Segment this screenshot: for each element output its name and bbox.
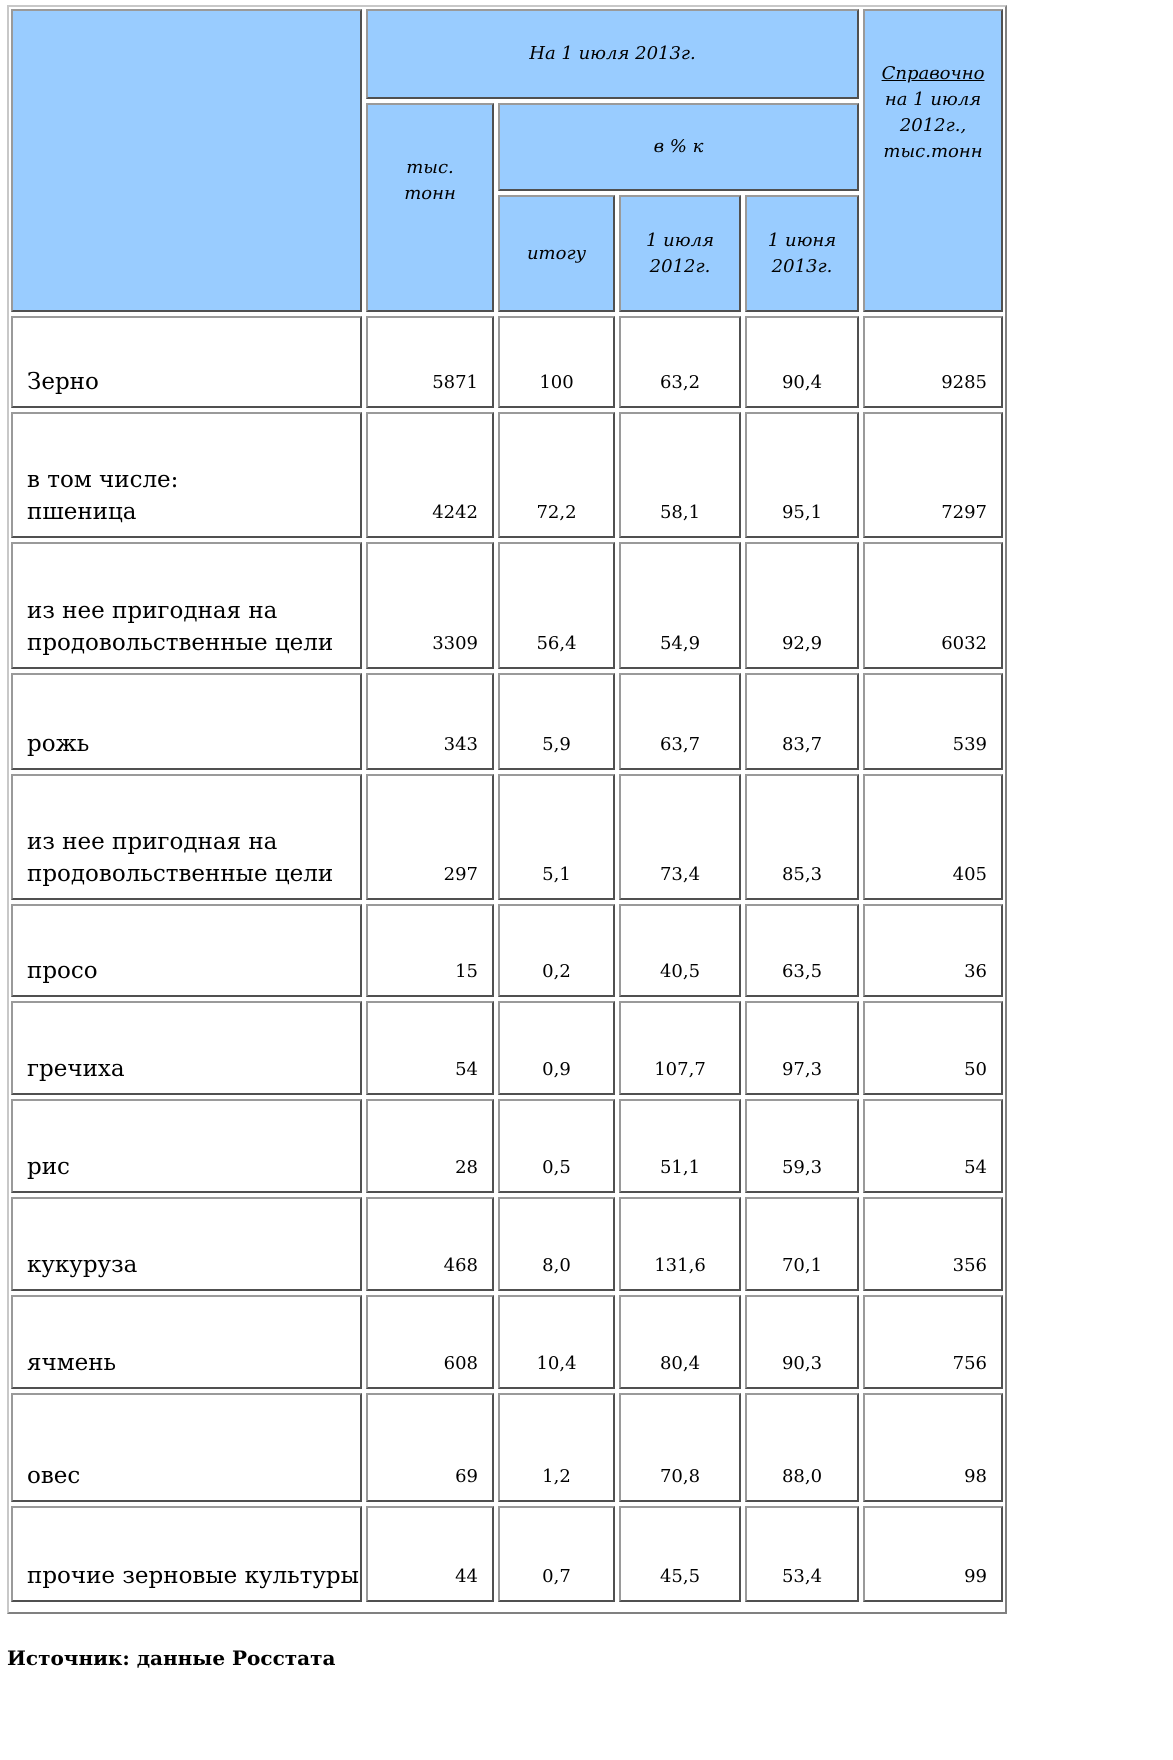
row-value: 58,1	[659, 502, 701, 523]
cell-june-2013	[745, 673, 859, 770]
row-value: 54	[455, 1059, 478, 1080]
cell-tonnes	[366, 1295, 494, 1389]
header-total-text: итогу	[526, 242, 587, 264]
cell-ref	[863, 1197, 1003, 1291]
row-value: 356	[952, 1255, 987, 1276]
row-label: из нее пригодная на продовольственные цели	[27, 598, 334, 656]
header-thousand-tonnes-text: тыс. тонн	[404, 157, 456, 204]
row-value: 131,6	[654, 1255, 706, 1276]
row-value: 8,0	[542, 1255, 571, 1276]
row-value: 92,9	[781, 633, 823, 654]
cell-total	[498, 1001, 615, 1095]
cell-tonnes	[366, 316, 494, 408]
header-percent-of-text: в % к	[653, 136, 704, 157]
cell-label	[11, 316, 362, 408]
cell-label	[11, 1506, 362, 1602]
header-reference-line1: Справочно	[881, 63, 985, 84]
cell-label	[11, 904, 362, 997]
row-label: Зерно	[27, 369, 99, 395]
row-value: 90,4	[781, 372, 823, 393]
cell-ref	[863, 542, 1003, 669]
cell-june-2013	[745, 316, 859, 408]
cell-ref	[863, 316, 1003, 408]
cell-tonnes	[366, 774, 494, 900]
cell-label	[11, 1295, 362, 1389]
row-value: 0,9	[542, 1059, 571, 1080]
row-value: 5871	[432, 372, 478, 393]
row-value: 99	[964, 1566, 987, 1587]
row-value: 44	[455, 1566, 478, 1587]
cell-total	[498, 673, 615, 770]
row-value: 73,4	[659, 864, 701, 885]
row-label: рис	[27, 1154, 70, 1180]
header-as-of	[366, 9, 859, 99]
header-july-2012-text: 1 июля 2012г.	[646, 229, 714, 277]
cell-tonnes	[366, 673, 494, 770]
cell-label	[11, 673, 362, 770]
header-june-2013-text: 1 июня 2013г.	[767, 229, 837, 277]
header-as-of-text: На 1 июля 2013г.	[529, 43, 696, 64]
cell-total	[498, 904, 615, 997]
row-value: 5,1	[542, 864, 571, 885]
row-value: 97,3	[781, 1059, 823, 1080]
cell-june-2013	[745, 542, 859, 669]
row-label: овес	[27, 1463, 81, 1489]
row-value: 59,3	[781, 1157, 823, 1178]
row-value: 95,1	[781, 502, 823, 523]
cell-tonnes	[366, 904, 494, 997]
row-value: 343	[443, 734, 478, 755]
cell-total	[498, 774, 615, 900]
row-value: 85,3	[781, 864, 823, 885]
cell-label	[11, 1001, 362, 1095]
cell-july-2012	[619, 316, 741, 408]
cell-ref	[863, 1001, 1003, 1095]
cell-july-2012	[619, 412, 741, 538]
row-label: гречиха	[27, 1056, 125, 1082]
row-value: 0,7	[542, 1566, 571, 1587]
row-value: 98	[964, 1466, 987, 1487]
row-value: 468	[443, 1255, 478, 1276]
cell-label	[11, 542, 362, 669]
cell-july-2012	[619, 774, 741, 900]
row-value: 69	[455, 1466, 478, 1487]
row-value: 5,9	[542, 734, 571, 755]
row-value: 51,1	[659, 1157, 701, 1178]
row-value: 9285	[941, 372, 987, 393]
row-label: просо	[27, 958, 98, 984]
cell-july-2012	[619, 1393, 741, 1502]
row-value: 15	[455, 961, 478, 982]
row-value: 100	[539, 372, 574, 393]
cell-total	[498, 1099, 615, 1193]
cell-ref	[863, 673, 1003, 770]
cell-june-2013	[745, 1001, 859, 1095]
row-label: прочие зерновые культуры	[27, 1563, 359, 1589]
cell-july-2012	[619, 904, 741, 997]
row-value: 756	[952, 1353, 987, 1374]
row-value: 297	[443, 864, 478, 885]
cell-june-2013	[745, 904, 859, 997]
row-value: 54	[964, 1157, 987, 1178]
row-value: 539	[952, 734, 987, 755]
cell-june-2013	[745, 1393, 859, 1502]
row-value: 63,5	[781, 961, 823, 982]
header-blank-cell	[11, 9, 362, 312]
row-value: 0,5	[542, 1157, 571, 1178]
cell-tonnes	[366, 1099, 494, 1193]
cell-june-2013	[745, 1099, 859, 1193]
row-value: 88,0	[781, 1466, 823, 1487]
cell-total	[498, 1393, 615, 1502]
cell-july-2012	[619, 1295, 741, 1389]
source-note: Источник: данные Росстата	[7, 1646, 336, 1670]
row-value: 10,4	[536, 1353, 577, 1374]
row-value: 1,2	[542, 1466, 571, 1487]
cell-ref	[863, 1393, 1003, 1502]
row-value: 4242	[432, 502, 478, 523]
cell-ref	[863, 1506, 1003, 1602]
row-value: 56,4	[536, 633, 577, 654]
cell-june-2013	[745, 412, 859, 538]
cell-ref	[863, 904, 1003, 997]
cell-total	[498, 316, 615, 408]
cell-tonnes	[366, 542, 494, 669]
header-percent-of	[498, 103, 859, 191]
row-value: 90,3	[781, 1353, 823, 1374]
cell-label	[11, 1393, 362, 1502]
cell-total	[498, 1197, 615, 1291]
row-value: 405	[952, 864, 987, 885]
cell-ref	[863, 412, 1003, 538]
cell-june-2013	[745, 774, 859, 900]
row-label: в том числе: пшеница	[27, 467, 179, 525]
cell-label	[11, 1197, 362, 1291]
cell-july-2012	[619, 542, 741, 669]
cell-tonnes	[366, 1506, 494, 1602]
row-label: из нее пригодная на продовольственные цели	[27, 829, 334, 887]
row-value: 7297	[941, 502, 987, 523]
cell-ref	[863, 774, 1003, 900]
row-value: 63,2	[659, 372, 701, 393]
cell-total	[498, 542, 615, 669]
row-value: 54,9	[659, 633, 701, 654]
row-value: 0,2	[542, 961, 571, 982]
header-thousand-tonnes	[366, 103, 494, 312]
row-value: 36	[964, 961, 987, 982]
cell-label	[11, 412, 362, 538]
cell-ref	[863, 1099, 1003, 1193]
row-value: 107,7	[654, 1059, 706, 1080]
cell-july-2012	[619, 1506, 741, 1602]
row-value: 70,1	[781, 1255, 823, 1276]
row-value: 53,4	[781, 1566, 823, 1587]
row-value: 3309	[432, 633, 478, 654]
cell-june-2013	[745, 1295, 859, 1389]
row-value: 63,7	[659, 734, 701, 755]
cell-total	[498, 1295, 615, 1389]
cell-tonnes	[366, 412, 494, 538]
header-june-2013	[745, 195, 859, 312]
row-value: 83,7	[781, 734, 823, 755]
row-value: 72,2	[536, 502, 577, 523]
row-value: 70,8	[659, 1466, 701, 1487]
cell-total	[498, 1506, 615, 1602]
row-value: 608	[443, 1353, 478, 1374]
cell-july-2012	[619, 1001, 741, 1095]
row-value: 45,5	[659, 1566, 701, 1587]
cell-june-2013	[745, 1506, 859, 1602]
header-total	[498, 195, 615, 312]
header-reference	[863, 9, 1003, 312]
row-value: 28	[455, 1157, 478, 1178]
cell-tonnes	[366, 1393, 494, 1502]
cell-june-2013	[745, 1197, 859, 1291]
cell-tonnes	[366, 1001, 494, 1095]
cell-july-2012	[619, 1197, 741, 1291]
header-july-2012	[619, 195, 741, 312]
row-value: 6032	[941, 633, 987, 654]
cell-ref	[863, 1295, 1003, 1389]
row-label: рожь	[27, 731, 90, 757]
cell-july-2012	[619, 673, 741, 770]
cell-label	[11, 774, 362, 900]
header-reference-line2: на 1 июля 2012г., тыс.тонн	[883, 89, 983, 162]
row-label: ячмень	[27, 1350, 117, 1376]
row-value: 50	[964, 1059, 987, 1080]
cell-tonnes	[366, 1197, 494, 1291]
cell-july-2012	[619, 1099, 741, 1193]
row-label: кукуруза	[27, 1252, 138, 1278]
row-value: 80,4	[659, 1353, 701, 1374]
cell-label	[11, 1099, 362, 1193]
row-value: 40,5	[659, 961, 701, 982]
grain-table	[7, 5, 1007, 1614]
cell-total	[498, 412, 615, 538]
